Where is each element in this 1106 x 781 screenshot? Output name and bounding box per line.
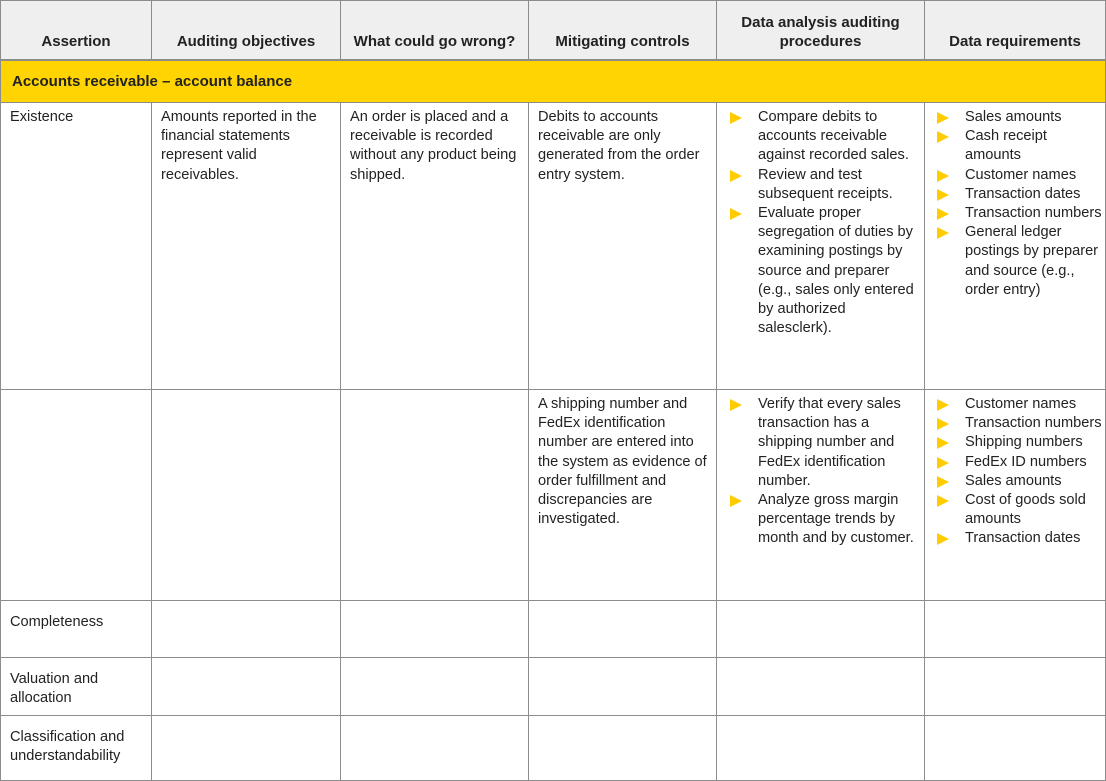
triangle-right-icon — [730, 170, 742, 182]
list-item: Cash receipt amounts — [935, 127, 1103, 165]
risk-cell — [341, 601, 529, 658]
procedures-cell — [717, 390, 925, 601]
header-auditing-objectives: Auditing objectives — [152, 0, 341, 60]
list-item: Customer names — [935, 166, 1103, 185]
triangle-right-icon — [937, 208, 949, 220]
list-item: Review and test subsequent receipts. — [728, 166, 918, 204]
section-title: Accounts receivable – account balance — [0, 60, 1106, 103]
procedures-list — [728, 108, 918, 338]
requirements-cell — [925, 390, 1106, 601]
requirements-cell — [925, 601, 1106, 658]
triangle-right-icon — [937, 476, 949, 488]
requirements-cell — [925, 103, 1106, 390]
objective-cell — [152, 716, 341, 781]
list-item: Shipping numbers — [935, 433, 1103, 452]
list-item: Analyze gross margin percentage trends by month and by customer. — [728, 491, 918, 549]
triangle-right-icon — [937, 399, 949, 411]
list-item: Sales amounts — [935, 472, 1103, 491]
control-cell — [529, 716, 717, 781]
list-item: Transaction dates — [935, 529, 1103, 548]
procedures-cell — [717, 716, 925, 781]
list-item: Customer names — [935, 395, 1103, 414]
list-item: Compare debits to accounts receivable against recorded sales. — [728, 108, 918, 166]
header-mitigating-controls: Mitigating controls — [529, 0, 717, 60]
risk-cell — [341, 390, 529, 601]
objective-cell: Amounts reported in the financial statements represent valid receivables. — [152, 103, 341, 390]
objective-cell — [152, 390, 341, 601]
control-cell — [529, 658, 717, 716]
risk-cell — [341, 716, 529, 781]
list-item: Verify that every sales transaction has a shipping number and FedEx identification number. — [728, 395, 918, 491]
triangle-right-icon — [937, 495, 949, 507]
requirements-cell — [925, 658, 1106, 716]
triangle-right-icon — [730, 399, 742, 411]
objective-cell — [152, 601, 341, 658]
list-item: Sales amounts — [935, 108, 1103, 127]
triangle-right-icon — [937, 227, 949, 239]
requirements-list — [935, 108, 1103, 300]
header-assertion: Assertion — [0, 0, 152, 60]
list-item: Evaluate proper segregation of duties by examining postings by source and preparer (e.g., sales only entered by authorized salesclerk). — [728, 204, 918, 338]
triangle-right-icon — [937, 112, 949, 124]
assertion-cell: Existence — [0, 103, 152, 390]
triangle-right-icon — [730, 112, 742, 124]
triangle-right-icon — [730, 208, 742, 220]
control-cell: Debits to accounts receivable are only generated from the order entry system. — [529, 103, 717, 390]
control-cell — [529, 601, 717, 658]
list-item: FedEx ID numbers — [935, 453, 1103, 472]
control-cell: A shipping number and FedEx identification number are entered into the system as evidence of order fulfillment and discrepancies are investigated. — [529, 390, 717, 601]
risk-cell — [341, 658, 529, 716]
header-data-requirements: Data requirements — [925, 0, 1106, 60]
list-item: Cost of goods sold amounts — [935, 491, 1103, 529]
procedures-cell — [717, 658, 925, 716]
list-item: General ledger postings by preparer and source (e.g., order entry) — [935, 223, 1103, 300]
triangle-right-icon — [937, 170, 949, 182]
list-item: Transaction dates — [935, 185, 1103, 204]
triangle-right-icon — [937, 457, 949, 469]
procedures-list — [728, 395, 918, 549]
list-item: Transaction numbers — [935, 204, 1103, 223]
triangle-right-icon — [937, 189, 949, 201]
triangle-right-icon — [937, 131, 949, 143]
risk-cell: An order is placed and a receivable is recorded without any product being shipped. — [341, 103, 529, 390]
objective-cell — [152, 658, 341, 716]
triangle-right-icon — [937, 533, 949, 545]
requirements-cell — [925, 716, 1106, 781]
procedures-cell — [717, 103, 925, 390]
assertion-cell: Classification and understandability — [0, 716, 152, 781]
triangle-right-icon — [937, 437, 949, 449]
requirements-list — [935, 395, 1103, 549]
assertion-cell — [0, 390, 152, 601]
header-what-could-go-wrong: What could go wrong? — [341, 0, 529, 60]
triangle-right-icon — [937, 418, 949, 430]
assertion-cell: Valuation and allocation — [0, 658, 152, 716]
header-data-analysis-procedures: Data analysis auditing procedures — [717, 0, 925, 60]
triangle-right-icon — [730, 495, 742, 507]
assertion-cell: Completeness — [0, 601, 152, 658]
procedures-cell — [717, 601, 925, 658]
list-item: Transaction numbers — [935, 414, 1103, 433]
